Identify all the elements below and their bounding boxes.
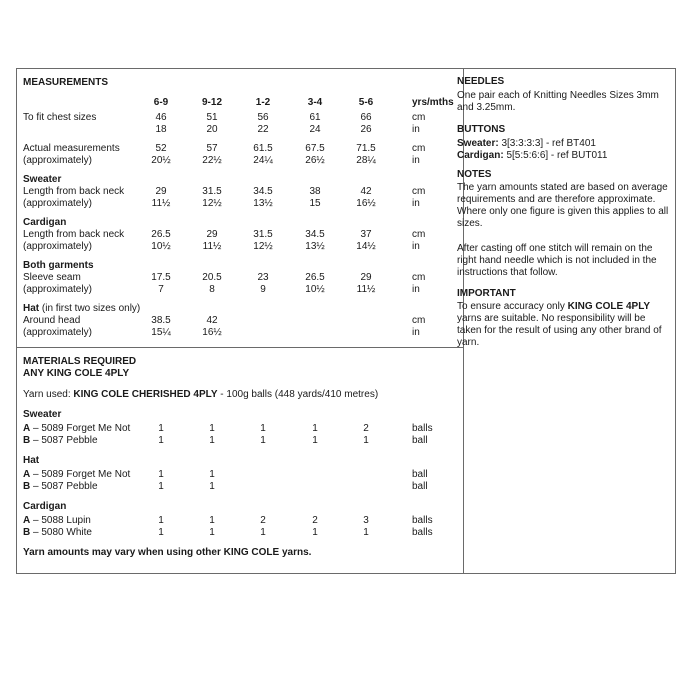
hat-yarn-heading: Hat xyxy=(23,455,40,466)
value-cell: 9 xyxy=(260,284,266,295)
value-cell: 10½ xyxy=(305,284,325,295)
important-text xyxy=(457,301,671,349)
materials-title: MATERIALS REQUIRED xyxy=(23,356,137,367)
approx-label: (approximately) xyxy=(23,284,92,295)
yarn-letter: B xyxy=(23,481,31,492)
unit-cell: in xyxy=(412,327,420,338)
materials-subtitle: ANY KING COLE 4PLY xyxy=(23,368,130,379)
qty-unit: balls xyxy=(412,515,433,526)
yarn-letter: B xyxy=(23,527,31,538)
value-cell: 20 xyxy=(206,124,218,135)
buttons-sweater xyxy=(457,138,671,150)
buttons-cardigan-label: Cardigan: xyxy=(457,150,504,161)
qty-cell: 1 xyxy=(363,527,369,538)
approx-label: (approximately) xyxy=(23,327,92,338)
yarn-shade: – 5087 Pebble xyxy=(33,481,98,492)
cardigan-length-label: Length from back neck xyxy=(23,229,125,240)
size-header: 5-6 xyxy=(358,97,374,108)
yarn-row-label xyxy=(23,515,91,527)
qty-cell: 1 xyxy=(158,469,164,480)
value-cell: 15 xyxy=(309,198,321,209)
value-cell: 26½ xyxy=(305,155,325,166)
value-cell: 15¼ xyxy=(151,327,171,338)
value-cell: 34.5 xyxy=(305,229,325,240)
hat-heading-note: (in first two sizes only) xyxy=(41,303,141,314)
unit-cell: cm xyxy=(412,112,426,123)
yarn-letter: A xyxy=(23,515,31,526)
size-header: 1-2 xyxy=(255,97,271,108)
value-cell: 23 xyxy=(257,272,269,283)
value-cell: 22 xyxy=(257,124,269,135)
qty-cell: 1 xyxy=(158,527,164,538)
notes-paragraph-1: The yarn amounts stated are based on average requirements and are therefore approximate. Where only one figure is given this applies to all sizes. xyxy=(457,182,669,229)
qty-unit: balls xyxy=(412,423,433,434)
both-garments-heading: Both garments xyxy=(23,260,94,271)
qty-cell: 3 xyxy=(363,515,369,526)
unit-header: yrs/mths xyxy=(412,97,454,108)
value-cell: 20½ xyxy=(151,155,171,166)
qty-cell: 1 xyxy=(209,481,215,492)
value-cell: 57 xyxy=(206,143,218,154)
needles-title: NEEDLES xyxy=(457,76,505,87)
value-cell: 38.5 xyxy=(151,315,171,326)
needles-text: One pair each of Knitting Needles Sizes 3mm and 3.25mm. xyxy=(457,90,659,113)
value-cell: 29 xyxy=(360,272,372,283)
qty-cell: 1 xyxy=(209,527,215,538)
qty-cell: 1 xyxy=(312,435,318,446)
qty-cell: 1 xyxy=(312,423,318,434)
yarn-used-prefix: Yarn used: xyxy=(23,389,71,400)
approx-label: (approximately) xyxy=(23,198,92,209)
value-cell: 7 xyxy=(158,284,164,295)
yarn-shade: – 5088 Lupin xyxy=(33,515,91,526)
buttons-title: BUTTONS xyxy=(457,124,506,135)
yarn-used-suffix: - 100g balls (448 yards/410 metres) xyxy=(220,389,379,400)
value-cell: 46 xyxy=(155,112,167,123)
qty-cell: 1 xyxy=(158,435,164,446)
value-cell: 34.5 xyxy=(253,186,273,197)
qty-cell: 2 xyxy=(363,423,369,434)
value-cell: 66 xyxy=(360,112,372,123)
qty-cell: 1 xyxy=(158,423,164,434)
yarn-shade: – 5089 Forget Me Not xyxy=(33,423,131,434)
value-cell: 29 xyxy=(155,186,167,197)
sweater-length-label: Length from back neck xyxy=(23,186,125,197)
yarn-letter: A xyxy=(23,423,31,434)
yarn-shade: – 5087 Pebble xyxy=(33,435,98,446)
qty-cell: 1 xyxy=(260,527,266,538)
unit-cell: in xyxy=(412,284,420,295)
value-cell: 61.5 xyxy=(253,143,273,154)
value-cell: 31.5 xyxy=(202,186,222,197)
value-cell: 26.5 xyxy=(305,272,325,283)
cardigan-heading: Cardigan xyxy=(23,217,67,228)
value-cell: 38 xyxy=(309,186,321,197)
notes-title: NOTES xyxy=(457,169,492,180)
value-cell: 56 xyxy=(257,112,269,123)
value-cell: 71.5 xyxy=(356,143,376,154)
yarn-name: KING COLE CHERISHED 4PLY xyxy=(73,389,218,400)
value-cell: 20.5 xyxy=(202,272,222,283)
value-cell: 26.5 xyxy=(151,229,171,240)
value-cell: 37 xyxy=(360,229,372,240)
important-pre: To ensure accuracy only xyxy=(457,301,565,312)
yarn-letter: A xyxy=(23,469,31,480)
yarn-shade: – 5080 White xyxy=(33,527,92,538)
size-header: 6-9 xyxy=(153,97,169,108)
cardigan-yarn-heading: Cardigan xyxy=(23,501,67,512)
value-cell: 10½ xyxy=(151,241,171,252)
value-cell: 11½ xyxy=(151,198,171,209)
approx-label: (approximately) xyxy=(23,241,92,252)
value-cell: 52 xyxy=(155,143,167,154)
qty-cell: 1 xyxy=(158,515,164,526)
unit-cell: in xyxy=(412,155,420,166)
buttons-cardigan xyxy=(457,150,671,162)
section-divider xyxy=(17,347,463,348)
value-cell: 18 xyxy=(155,124,167,135)
value-cell: 16½ xyxy=(356,198,376,209)
value-cell: 11½ xyxy=(202,241,222,252)
value-cell: 13½ xyxy=(253,198,273,209)
buttons-sweater-text: 3[3:3:3:3] - ref BT401 xyxy=(501,138,596,149)
yarn-row-label xyxy=(23,481,98,493)
unit-cell: cm xyxy=(412,315,426,326)
unit-cell: in xyxy=(412,241,420,252)
qty-cell: 1 xyxy=(312,527,318,538)
qty-cell: 1 xyxy=(363,435,369,446)
value-cell: 28¼ xyxy=(356,155,376,166)
unit-cell: cm xyxy=(412,143,426,154)
yarn-row-label xyxy=(23,423,130,435)
yarn-used-line xyxy=(23,389,378,401)
value-cell: 61 xyxy=(309,112,321,123)
value-cell: 12½ xyxy=(202,198,222,209)
qty-unit: ball xyxy=(412,435,428,446)
value-cell: 11½ xyxy=(356,284,376,295)
sleeve-seam-label: Sleeve seam xyxy=(23,272,81,283)
size-header: 3-4 xyxy=(307,97,323,108)
qty-cell: 1 xyxy=(209,423,215,434)
buttons-sweater-label: Sweater: xyxy=(457,138,499,149)
yarn-row-label xyxy=(23,469,130,481)
qty-cell: 2 xyxy=(312,515,318,526)
value-cell: 42 xyxy=(206,315,218,326)
actual-label: Actual measurements xyxy=(23,143,120,154)
value-cell: 31.5 xyxy=(253,229,273,240)
qty-unit: balls xyxy=(412,527,433,538)
unit-cell: in xyxy=(412,198,420,209)
hat-heading-row xyxy=(23,303,140,315)
qty-cell: 1 xyxy=(158,481,164,492)
qty-cell: 1 xyxy=(260,435,266,446)
value-cell: 17.5 xyxy=(151,272,171,283)
unit-cell: cm xyxy=(412,186,426,197)
value-cell: 24 xyxy=(309,124,321,135)
value-cell: 26 xyxy=(360,124,372,135)
sweater-yarn-heading: Sweater xyxy=(23,409,62,420)
value-cell: 51 xyxy=(206,112,218,123)
qty-cell: 2 xyxy=(260,515,266,526)
qty-unit: ball xyxy=(412,469,428,480)
important-post: yarns are suitable. No responsibility will be taken for the result of using any other brand of yarn. xyxy=(457,313,662,348)
important-title: IMPORTANT xyxy=(457,288,516,299)
sweater-heading: Sweater xyxy=(23,174,62,185)
value-cell: 67.5 xyxy=(305,143,325,154)
qty-unit: ball xyxy=(412,481,428,492)
yarn-row-label xyxy=(23,527,92,539)
yarn-row-label xyxy=(23,435,98,447)
value-cell: 12½ xyxy=(253,241,273,252)
yarn-letter: B xyxy=(23,435,31,446)
yarn-shade: – 5089 Forget Me Not xyxy=(33,469,131,480)
approx-label: (approximately) xyxy=(23,155,92,166)
notes-paragraph-2: After casting off one stitch will remain on the right hand needle which is not included in the instructions that follow. xyxy=(457,243,657,278)
value-cell: 42 xyxy=(360,186,372,197)
value-cell: 13½ xyxy=(305,241,325,252)
value-cell: 24¼ xyxy=(253,155,273,166)
value-cell: 14½ xyxy=(356,241,376,252)
around-head-label: Around head xyxy=(23,315,81,326)
hat-heading: Hat xyxy=(23,303,40,314)
materials-footer: Yarn amounts may vary when using other KING COLE yarns. xyxy=(23,547,312,558)
unit-cell: in xyxy=(412,124,420,135)
value-cell: 8 xyxy=(209,284,215,295)
qty-cell: 1 xyxy=(209,469,215,480)
size-header: 9-12 xyxy=(201,97,222,108)
qty-cell: 1 xyxy=(209,515,215,526)
qty-cell: 1 xyxy=(260,423,266,434)
important-brand: KING COLE 4PLY xyxy=(567,301,651,312)
value-cell: 29 xyxy=(206,229,218,240)
value-cell: 16½ xyxy=(202,327,222,338)
buttons-cardigan-text: 5[5:5:6:6] - ref BUT011 xyxy=(506,150,608,161)
value-cell: 22½ xyxy=(202,155,222,166)
unit-cell: cm xyxy=(412,229,426,240)
unit-cell: cm xyxy=(412,272,426,283)
chest-label: To fit chest sizes xyxy=(23,112,97,123)
qty-cell: 1 xyxy=(209,435,215,446)
measurements-title: MEASUREMENTS xyxy=(23,77,109,88)
